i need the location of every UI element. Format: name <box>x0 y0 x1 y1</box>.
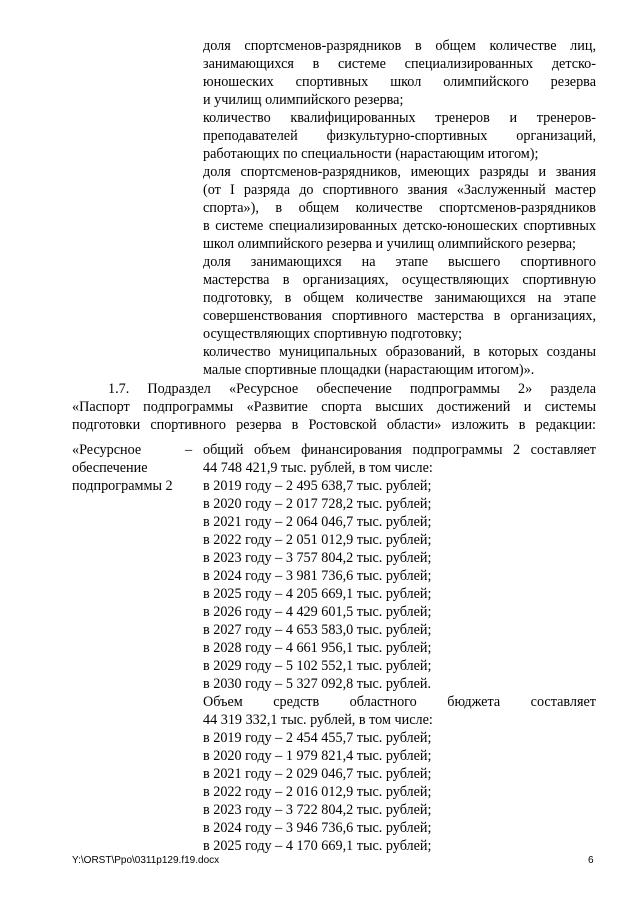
text-line: и училищ олимпийского резерва; <box>203 92 404 108</box>
indicator-list <box>203 37 596 379</box>
text-line: мастерства в организациях, осуществляющих спортивную <box>203 272 596 288</box>
year-row: в 2025 году – 4 170 669,1 тыс. рублей; <box>203 838 432 854</box>
year-row: в 2027 году – 4 653 583,0 тыс. рублей; <box>203 622 432 638</box>
total-by-year <box>203 477 596 693</box>
year-row: в 2029 году – 5 102 552,1 тыс. рублей; <box>203 658 432 674</box>
year-row: в 2028 году – 4 661 956,1 тыс. рублей; <box>203 640 432 656</box>
text-line: доля спортсменов-разрядников в общем количестве лиц, <box>203 38 596 54</box>
total-line: 44 748 421,9 тыс. рублей, в том числе: <box>203 460 433 476</box>
label-line: обеспечение <box>72 460 148 476</box>
year-row: в 2019 году – 2 454 455,7 тыс. рублей; <box>203 730 432 746</box>
text-line: подготовку, в общем количестве занимающихся на этапе <box>203 290 596 306</box>
text-line: подготовки спортивного резерва в Ростовской области» изложить в редакции: <box>72 417 596 433</box>
regional-line: Объем средств областного бюджета составляет <box>203 694 596 710</box>
year-row: в 2026 году – 4 429 601,5 тыс. рублей; <box>203 604 432 620</box>
year-row: в 2023 году – 3 722 804,2 тыс. рублей; <box>203 802 432 818</box>
text-line: преподавателей физкультурно-спортивных организаций, <box>203 128 596 144</box>
text-line: количество квалифицированных тренеров и тренеров- <box>203 110 596 126</box>
year-row: в 2022 году – 2 016 012,9 тыс. рублей; <box>203 784 432 800</box>
label-line: «Ресурсное <box>72 442 142 458</box>
text-line: количество муниципальных образований, в которых созданы <box>203 344 596 360</box>
text-line: малые спортивные площадки (нарастающим итогом)». <box>203 362 535 378</box>
regional-by-year <box>203 729 596 855</box>
year-row: в 2019 году – 2 495 638,7 тыс. рублей; <box>203 478 432 494</box>
text-line: 1.7. Подраздел «Ресурсное обеспечение подпрограммы 2» раздела <box>108 381 596 397</box>
year-row: в 2024 году – 3 981 736,6 тыс. рублей; <box>203 568 432 584</box>
indicator-item <box>203 37 596 109</box>
text-line: занимающихся в системе специализированных детско- <box>203 56 596 72</box>
text-line: (от I разряда до спортивного звания «Заслуженный мастер <box>203 182 596 198</box>
year-row: в 2021 году – 2 029 046,7 тыс. рублей; <box>203 766 432 782</box>
section-paragraph <box>72 380 596 434</box>
total-line: общий объем финансирования подпрограммы 2 составляет <box>203 442 596 458</box>
year-row: в 2024 году – 3 946 736,6 тыс. рублей; <box>203 820 432 836</box>
year-row: в 2030 году – 5 327 092,8 тыс. рублей. <box>203 676 432 692</box>
resource-label <box>72 441 173 495</box>
label-line: подпрограммы 2 <box>72 478 173 494</box>
regional-line: 44 319 332,1 тыс. рублей, в том числе: <box>203 712 433 728</box>
text-line: доля спортсменов-разрядников, имеющих разряды и звания <box>203 164 596 180</box>
indicator-item <box>203 109 596 163</box>
resource-content <box>203 441 596 855</box>
indicator-item <box>203 253 596 343</box>
text-line: совершенствования спортивного мастерства в организациях, <box>203 308 596 324</box>
page-number: 6 <box>588 855 594 866</box>
dash-separator: – <box>185 442 193 458</box>
text-line: школ олимпийского резерва и училищ олимпийского резерва; <box>203 236 576 252</box>
footer-file-path: Y:\ORST\Ppo\0311p129.f19.docx <box>72 855 220 866</box>
year-row: в 2023 году – 3 757 804,2 тыс. рублей; <box>203 550 432 566</box>
year-row: в 2020 году – 2 017 728,2 тыс. рублей; <box>203 496 432 512</box>
indicator-item <box>203 343 596 379</box>
text-line: доля занимающихся на этапе высшего спортивного <box>203 254 596 270</box>
text-line: в системе специализированных детско-юношеских спортивных <box>203 218 596 234</box>
text-line: юношеских спортивных школ олимпийского резерва <box>203 74 596 90</box>
year-row: в 2020 году – 1 979 821,4 тыс. рублей; <box>203 748 432 764</box>
text-line: спорта»), в общем количестве спортсменов-разрядников <box>203 200 596 216</box>
year-row: в 2025 году – 4 205 669,1 тыс. рублей; <box>203 586 432 602</box>
text-line: осуществляющих спортивную подготовку; <box>203 326 463 342</box>
text-line: работающих по специальности (нарастающим итогом); <box>203 146 539 162</box>
text-line: «Паспорт подпрограммы «Развитие спорта высших достижений и системы <box>72 399 596 415</box>
year-row: в 2021 году – 2 064 046,7 тыс. рублей; <box>203 514 432 530</box>
year-row: в 2022 году – 2 051 012,9 тыс. рублей; <box>203 532 432 548</box>
indicator-item <box>203 163 596 253</box>
